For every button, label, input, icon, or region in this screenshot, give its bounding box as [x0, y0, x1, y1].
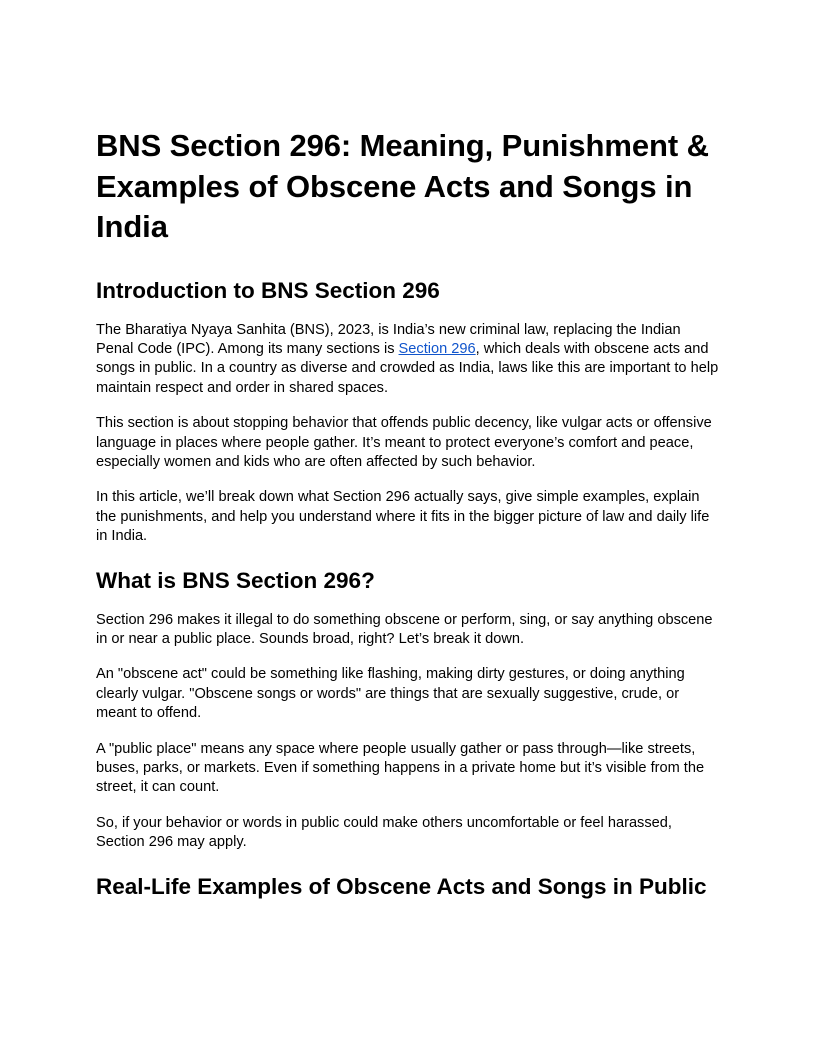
document-page: [96, 126, 720, 917]
section-heading-what-is: What is BNS Section 296?: [96, 567, 375, 593]
section-296-link[interactable]: Section 296: [398, 340, 476, 357]
intro-paragraph-1: [96, 321, 720, 399]
section-what-is: [96, 567, 720, 853]
what-is-paragraph-4: So, if your behavior or words in public could make others uncomfortable or feel harassed, Section 296 may apply.: [96, 814, 672, 851]
intro-paragraph-1-text-before: The Bharatiya Nyaya Sanhita (BNS), 2023, is India’s new criminal law, replacing the Indian Penal Code (IPC). Among its many sections is: [96, 321, 681, 357]
section-heading-introduction: Introduction to BNS Section 296: [96, 277, 440, 303]
what-is-paragraph-2: An "obscene act" could be something like flashing, making dirty gestures, or doing anything clearly vulgar. "Obscene songs or words" are things that are sexually suggestive, crude, or meant to offend.: [96, 666, 685, 722]
what-is-paragraph-3: A "public place" means any space where people usually gather or pass through—like streets, buses, parks, or markets. Even if something happens in a private home but it’s visible from the street, it can count.: [96, 740, 705, 796]
section-heading-examples: Real-Life Examples of Obscene Acts and Songs in Public: [96, 873, 707, 899]
what-is-paragraph-1: Section 296 makes it illegal to do something obscene or perform, sing, or say anything obscene in or near a public place. Sounds broad, right? Let’s break it down.: [96, 611, 713, 647]
intro-paragraph-3: In this article, we’ll break down what Section 296 actually says, give simple examples, explain the punishments, and help you understand where it fits in the bigger picture of law and daily life in India.: [96, 489, 710, 545]
intro-paragraph-2: This section is about stopping behavior that offends public decency, like vulgar acts or offensive language in places where people gather. It’s meant to protect everyone’s comfort and peace, especially women and kids who are often affected by such behavior.: [96, 415, 712, 470]
document-title: BNS Section 296: Meaning, Punishment & Examples of Obscene Acts and Songs in India: [96, 128, 709, 244]
section-introduction: [96, 277, 720, 547]
intro-paragraph-1-text-after: , which deals with obscene acts and songs in public. In a country as diverse and crowded as India, laws like this are important to help maintain respect and order in shared spaces.: [96, 340, 719, 396]
section-examples: [96, 873, 720, 901]
